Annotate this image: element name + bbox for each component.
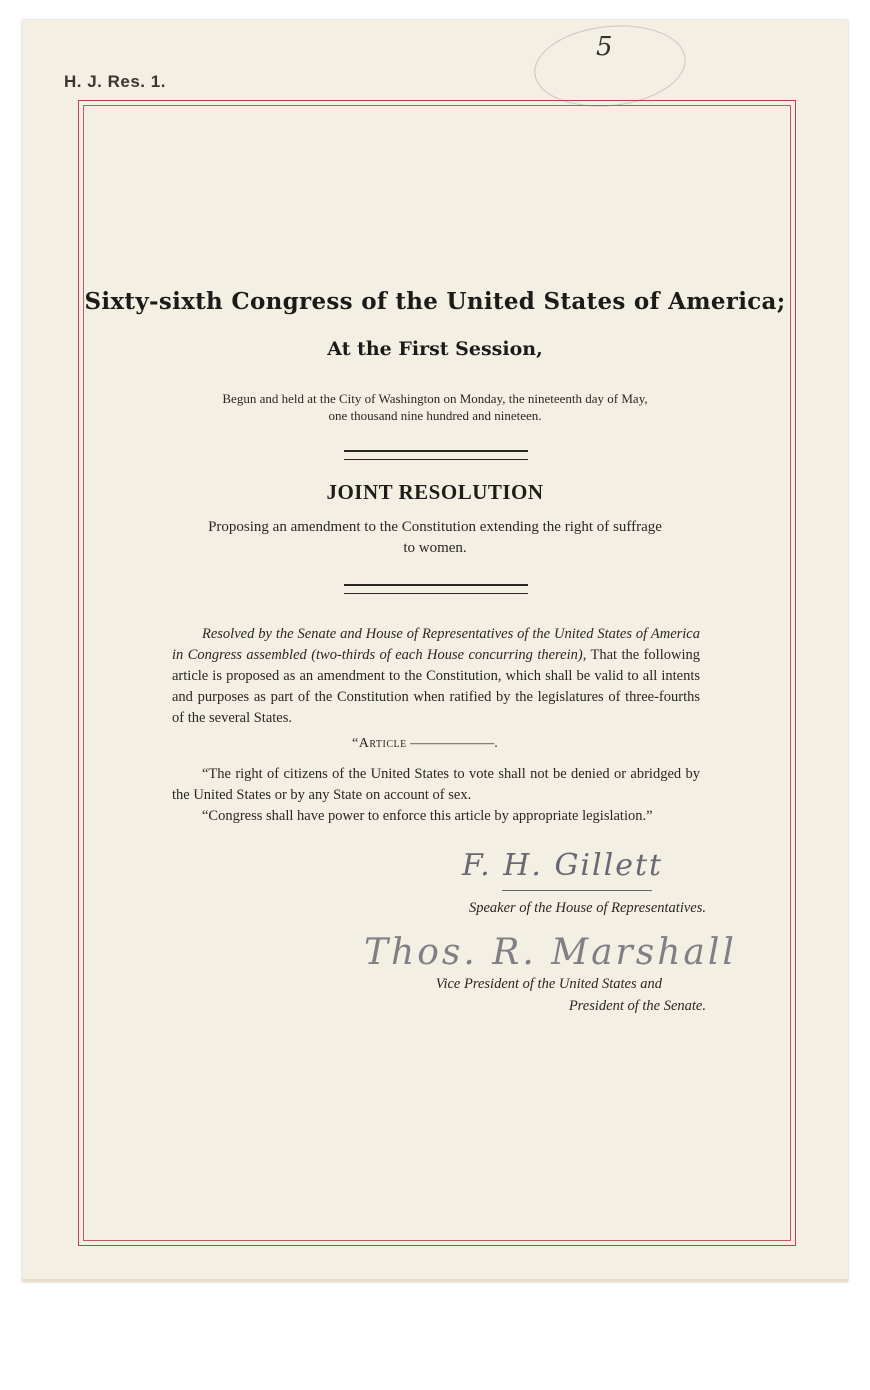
page-number: 5 xyxy=(596,32,613,62)
article-blank: ——————. xyxy=(410,736,498,751)
proposing-line-2: to women. xyxy=(403,540,467,556)
article-heading xyxy=(352,736,498,752)
resolved-clause xyxy=(172,624,700,729)
article-body xyxy=(172,764,700,827)
article-label: “Article xyxy=(352,736,407,751)
begun-line-2: one thousand nine hundred and nineteen. xyxy=(328,408,542,423)
article-section-2: “Congress shall have power to enforce this article by appropriate legislation.” xyxy=(202,808,653,824)
speaker-signature: F. H. Gillett xyxy=(462,848,664,883)
vp-signature: Thos. R. Marshall xyxy=(364,932,737,973)
vp-title-line-1: Vice President of the United States and xyxy=(435,976,662,992)
congress-title: Sixty-sixth Congress of the United States of America; xyxy=(84,288,786,315)
divider-rule-bottom xyxy=(344,584,528,594)
article-section-1: “The right of citizens of the United States to vote shall not be denied or abridged by the United States or by any State on account of sex. xyxy=(172,766,700,803)
proposing-line-1: Proposing an amendment to the Constitution extending the right of suffrage xyxy=(208,519,662,535)
begun-and-held xyxy=(22,390,848,424)
resolved-rest: , That the following article is proposed as an amendment to the Constitution, which shall be valid to all intents and purposes as part of the Constitution when ratified by the legislatures of three-fourths of the several States. xyxy=(172,647,700,726)
resolved-paren: (two-thirds of each House concurring therein) xyxy=(306,647,583,663)
proposing-text xyxy=(22,517,848,559)
document-page xyxy=(22,20,848,1282)
joint-resolution-heading: JOINT RESOLUTION xyxy=(326,480,544,504)
resolved-italic: Resolved by the Senate and House of Representatives of the United States of America in Congress assembled xyxy=(172,626,700,663)
divider-rule-top xyxy=(344,450,528,460)
speaker-signature-line xyxy=(502,890,652,891)
speaker-title: Speaker of the House of Representatives. xyxy=(468,900,706,916)
begun-line-1: Begun and held at the City of Washington on Monday, the nineteenth day of May, xyxy=(222,391,648,406)
resolution-number: H. J. Res. 1. xyxy=(64,72,166,91)
session-title: At the First Session, xyxy=(327,338,543,360)
paper-edge xyxy=(22,1279,848,1282)
vp-title-line-2: President of the Senate. xyxy=(568,998,706,1014)
